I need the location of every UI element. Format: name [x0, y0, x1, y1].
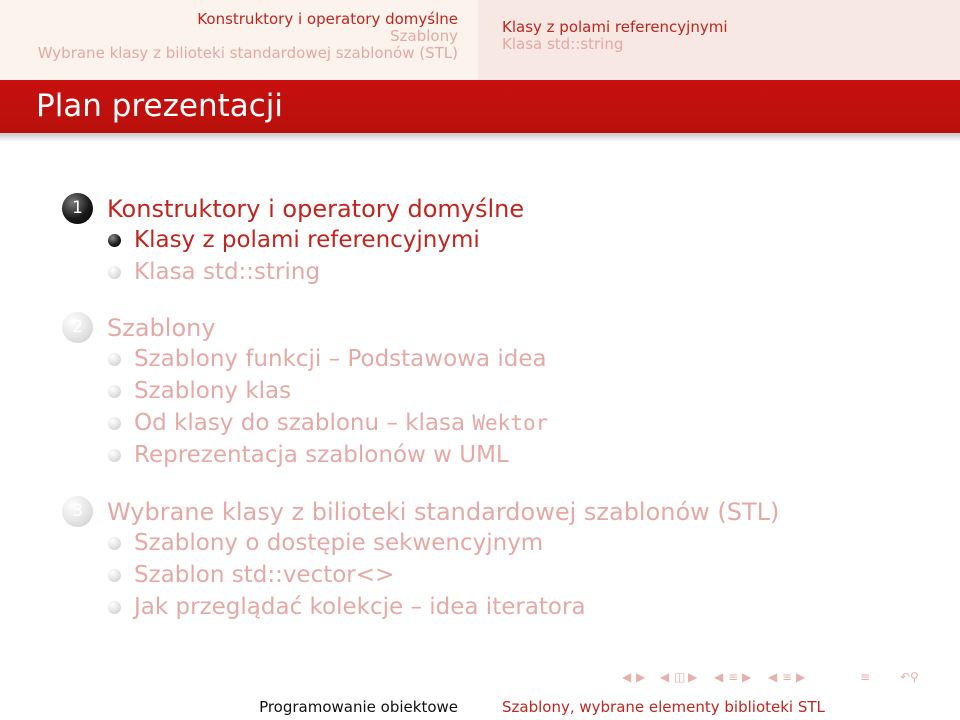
- slide-back-icon[interactable]: ◀: [622, 670, 632, 684]
- subsection-text: Od klasy do szablonu – klasa: [134, 410, 473, 436]
- nav-section-1[interactable]: Konstruktory i operatory domyślne: [197, 10, 458, 28]
- nav-subsection-1[interactable]: Klasy z polami referencyjnymi: [502, 18, 728, 36]
- bullet-icon: [108, 417, 121, 430]
- bullet-icon: [108, 385, 121, 398]
- bullet-icon: [108, 601, 121, 614]
- slide-forward-icon[interactable]: ▶: [636, 670, 646, 684]
- footer-course-title: Programowanie obiektowe: [0, 694, 478, 720]
- nav-section-2[interactable]: Szablony: [390, 27, 458, 45]
- footer-lecture-title: Szablony, wybrane elementy biblioteki STL: [478, 694, 960, 720]
- section-number-ball: 1: [62, 193, 93, 224]
- frame-back-icon[interactable]: ◀: [660, 670, 670, 684]
- subsection-back-icon[interactable]: ◀: [714, 670, 724, 684]
- section-forward-icon[interactable]: ▶: [796, 670, 806, 684]
- subsection-title: [134, 408, 548, 438]
- subsection-forward-icon[interactable]: ▶: [742, 670, 752, 684]
- bullet-icon: [108, 569, 121, 582]
- section-title: Konstruktory i operatory domyślne: [107, 195, 525, 223]
- subsection-title: Szablony funkcji – Podstawowa idea: [134, 346, 547, 372]
- subsection-title: Jak przeglądać kolekcje – idea iteratora: [134, 594, 586, 620]
- frame-forward-icon[interactable]: ▶: [688, 670, 698, 684]
- subsection-title: Szablon std::vector<>: [134, 562, 395, 588]
- frame-title: Plan prezentacji: [36, 88, 284, 124]
- code-identifier: Wektor: [472, 411, 549, 435]
- subsection-title: Szablony o dostępie sekwencyjnym: [134, 530, 544, 556]
- nav-section-3[interactable]: Wybrane klasy z bilioteki standardowej szablonów (STL): [37, 44, 458, 62]
- bullet-icon: [108, 234, 121, 247]
- frame-icon: ◫: [674, 670, 686, 684]
- subsection-title: Reprezentacja szablonów w UML: [134, 442, 509, 468]
- section-icon: ≡: [782, 670, 793, 684]
- section-number-ball: 3: [62, 496, 93, 527]
- bullet-icon: [108, 353, 121, 366]
- section-back-icon[interactable]: ◀: [768, 670, 778, 684]
- search-icon[interactable]: ↶⚲: [900, 670, 919, 684]
- subsection-title: Klasa std::string: [134, 259, 321, 285]
- subsection-title: Szablony klas: [134, 378, 292, 404]
- bullet-icon: [108, 537, 121, 550]
- bullet-icon: [108, 266, 121, 279]
- section-title: Wybrane klasy z bilioteki standardowej szablonów (STL): [107, 498, 780, 526]
- subsection-icon: ≡: [728, 670, 739, 684]
- nav-subsection-2[interactable]: Klasa std::string: [502, 35, 624, 53]
- section-number-ball: 2: [62, 312, 93, 343]
- subsection-title: Klasy z polami referencyjnymi: [134, 227, 480, 253]
- section-title: Szablony: [107, 314, 216, 342]
- bullet-icon: [108, 449, 121, 462]
- align-icon[interactable]: ≡: [860, 670, 871, 684]
